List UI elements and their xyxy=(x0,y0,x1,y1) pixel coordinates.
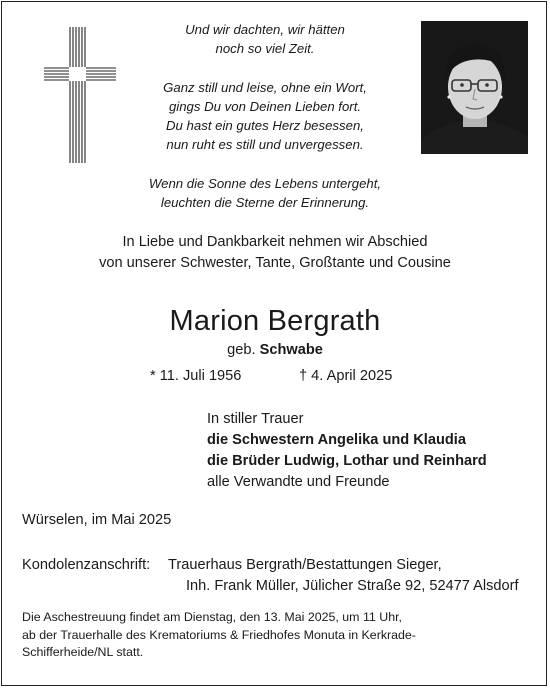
death-date: † 4. April 2025 xyxy=(299,368,393,384)
intro-line: von unserer Schwester, Tante, Großtante und Cousine xyxy=(99,255,451,271)
poem-line: Du hast ein gutes Herz besessen, xyxy=(166,118,364,133)
deceased-name: Marion Bergrath xyxy=(169,305,381,337)
poem-line: nun ruht es still und unvergessen. xyxy=(166,137,364,152)
mourners-others: alle Verwandte und Freunde xyxy=(207,474,390,490)
kondolenz-line-1: Trauerhaus Bergrath/Bestattungen Sieger, xyxy=(168,557,442,573)
ceremony-line: ab der Trauerhalle des Krematoriums & Friedhofes Monuta in Kerkrade- xyxy=(22,627,416,642)
intro-text xyxy=(0,232,550,274)
birth-date: * 11. Juli 1956 xyxy=(150,368,242,384)
line-cross-icon xyxy=(40,25,120,165)
kondolenz-label: Kondolenzanschrift: xyxy=(22,557,151,573)
poem-stanza-2 xyxy=(140,78,390,154)
ceremony-line: Schifferheide/NL statt. xyxy=(22,645,144,659)
poem-line: Ganz still und leise, ohne ein Wort, xyxy=(163,80,367,95)
portrait-photo xyxy=(421,21,528,154)
maiden-name-line xyxy=(0,342,550,358)
poem-line: Wenn die Sonne des Lebens untergeht, xyxy=(148,176,382,191)
mourners-brothers: die Brüder Ludwig, Lothar und Reinhard xyxy=(207,453,487,469)
poem-line: leuchten die Sterne der Erinnerung. xyxy=(160,195,370,210)
poem-stanza-3 xyxy=(140,174,390,212)
intro-line: In Liebe und Dankbarkeit nehmen wir Abschied xyxy=(122,234,428,250)
poem-line: gings Du von Deinen Lieben fort. xyxy=(168,99,362,114)
poem-stanza-1 xyxy=(140,20,390,58)
ceremony-info xyxy=(22,609,416,662)
maiden-name: Schwabe xyxy=(259,342,323,358)
poem-line: noch so viel Zeit. xyxy=(215,41,315,56)
mourners-sisters: die Schwestern Angelika und Klaudia xyxy=(207,432,466,448)
mourners-intro: In stiller Trauer xyxy=(207,411,304,427)
ceremony-line: Die Aschestreuung findet am Dienstag, den 13. Mai 2025, um 11 Uhr, xyxy=(22,610,402,624)
geb-prefix: geb. xyxy=(227,342,256,358)
kondolenz-line-2: Inh. Frank Müller, Jülicher Straße 92, 52477 Alsdorf xyxy=(186,578,519,594)
place-date: Würselen, im Mai 2025 xyxy=(22,512,172,528)
mourners-block xyxy=(207,409,487,493)
poem-line: Und wir dachten, wir hätten xyxy=(185,22,345,37)
